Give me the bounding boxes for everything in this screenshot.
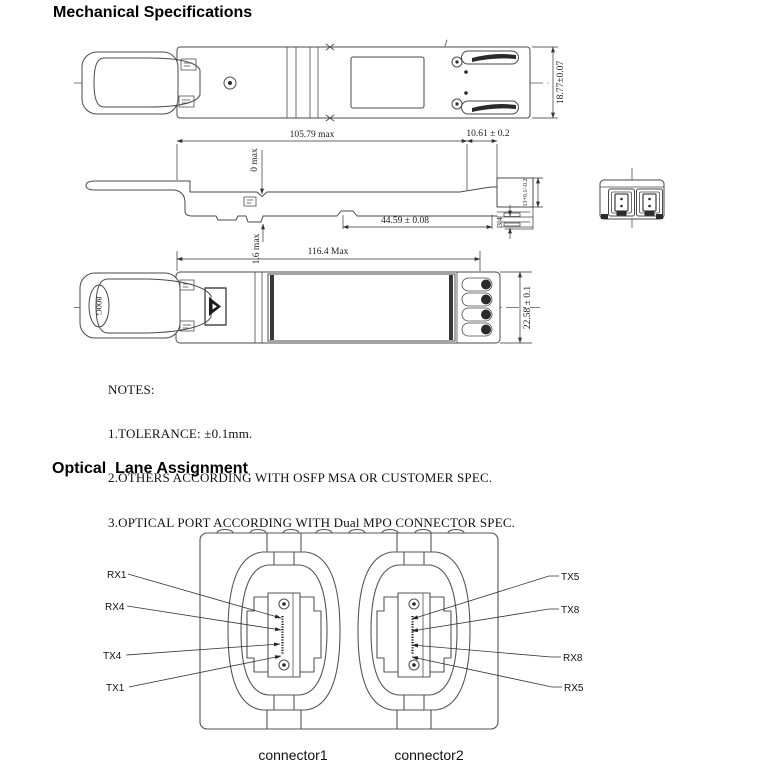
receptacle-key (504, 223, 520, 226)
leader-line-tx4 (126, 644, 280, 655)
end-view (600, 168, 664, 228)
window-edge-bar (449, 275, 453, 340)
pull-tab-profile (86, 181, 190, 190)
notes-heading: NOTES: (108, 381, 155, 397)
dim-width-label: 22.58 ± 0.1 (523, 285, 533, 330)
connector2-label: connector2 (394, 747, 464, 763)
lane-label-rx1: RX1 (107, 570, 127, 581)
leader-line-rx4 (127, 606, 281, 630)
top-view (74, 40, 566, 121)
dim-conn-height-label: 13+0.1/-0.2 (523, 178, 529, 207)
guide-pin-hole (648, 205, 651, 208)
guide-hole-center (282, 663, 286, 667)
latch-tab (645, 211, 655, 216)
marking-box-text (247, 200, 253, 203)
lane-label-tx4: TX4 (103, 651, 122, 662)
lane-label-tx1: TX1 (106, 683, 125, 694)
fiber-port-plug (481, 325, 491, 335)
window-edge-bar (270, 275, 274, 340)
extension-lines (177, 144, 497, 190)
screw-center (455, 60, 458, 63)
dim-height-label: 18.77±0.07 (556, 60, 566, 105)
fiber-port-plug (481, 310, 491, 320)
guide-pin-hole (620, 205, 623, 208)
barrel-inner (241, 565, 327, 695)
dim-thickness-label: 1.6 max (252, 233, 262, 265)
section-title-optical: Optical Lane Assignment (52, 460, 248, 477)
lane-labels-left (103, 570, 281, 694)
bottom-view (74, 247, 540, 343)
lane-label-rx8: RX8 (563, 653, 583, 664)
shell-foot (656, 214, 663, 219)
barrel-wings (377, 597, 451, 672)
length-dimensions (177, 129, 510, 190)
connector-block (200, 530, 498, 730)
shell-foot (601, 214, 608, 219)
tab-label-800g: 800G (94, 296, 104, 316)
pull-tab-outline (82, 52, 178, 114)
body-top-profile (190, 187, 497, 197)
lane-label-tx5: TX5 (561, 572, 580, 583)
guide-hole-center (412, 602, 416, 606)
tab-step (174, 190, 192, 216)
marking-box (244, 197, 256, 206)
fiber-port-plug (481, 280, 491, 290)
connector1-drawing (228, 533, 340, 729)
connector1-label: connector1 (258, 747, 328, 763)
screw-center (455, 102, 458, 105)
lane-assignment-diagram (0, 500, 778, 775)
lane-label-rx5: RX5 (564, 683, 584, 694)
note-line-3: 3.OPTICAL PORT ACCORDING WITH Dual MPO CONNECTOR SPEC. (108, 514, 516, 530)
pin-dot (464, 91, 468, 95)
dim-length-label: 105.79 max (289, 130, 335, 140)
guide-pin-hole (648, 198, 651, 201)
section-title-mechanical: Mechanical Specifications (53, 4, 253, 21)
dim-bottom-length-label: 116.4 Max (307, 247, 349, 257)
lane-label-rx4: RX4 (105, 602, 125, 613)
body-bottom-profile (192, 211, 497, 222)
screw-center (228, 81, 232, 85)
dim-nose-label: 10.61 ± 0.2 (466, 129, 510, 139)
barrel-outer (228, 552, 340, 710)
lane-label-tx8: TX8 (561, 605, 580, 616)
dim-zero-label: 0 max (250, 148, 260, 172)
guide-hole-center (412, 663, 416, 667)
callout-tick (445, 40, 447, 46)
barrel-necks (267, 533, 301, 729)
pin-dot (464, 70, 468, 74)
receptacle-key (504, 213, 520, 217)
leader-line-rx8 (412, 645, 561, 657)
latch-tab (617, 211, 627, 216)
guide-pin-hole (620, 198, 623, 201)
dim-mid-label: 44.59 ± 0.08 (381, 216, 429, 226)
extension-lines (532, 47, 558, 118)
note-line-1: 1.TOLERANCE: ±0.1mm. (108, 425, 253, 441)
dim-small-label: 3.4 (495, 217, 504, 227)
block-outline (200, 533, 498, 729)
leader-line-rx1 (128, 574, 281, 618)
barrel-inner (371, 565, 457, 695)
fiber-port-plug (481, 295, 491, 305)
note-line-2: 2.OTHERS ACCORDING WITH OSFP MSA OR CUSTOMER SPEC. (108, 470, 493, 486)
guide-hole-center (282, 602, 286, 606)
